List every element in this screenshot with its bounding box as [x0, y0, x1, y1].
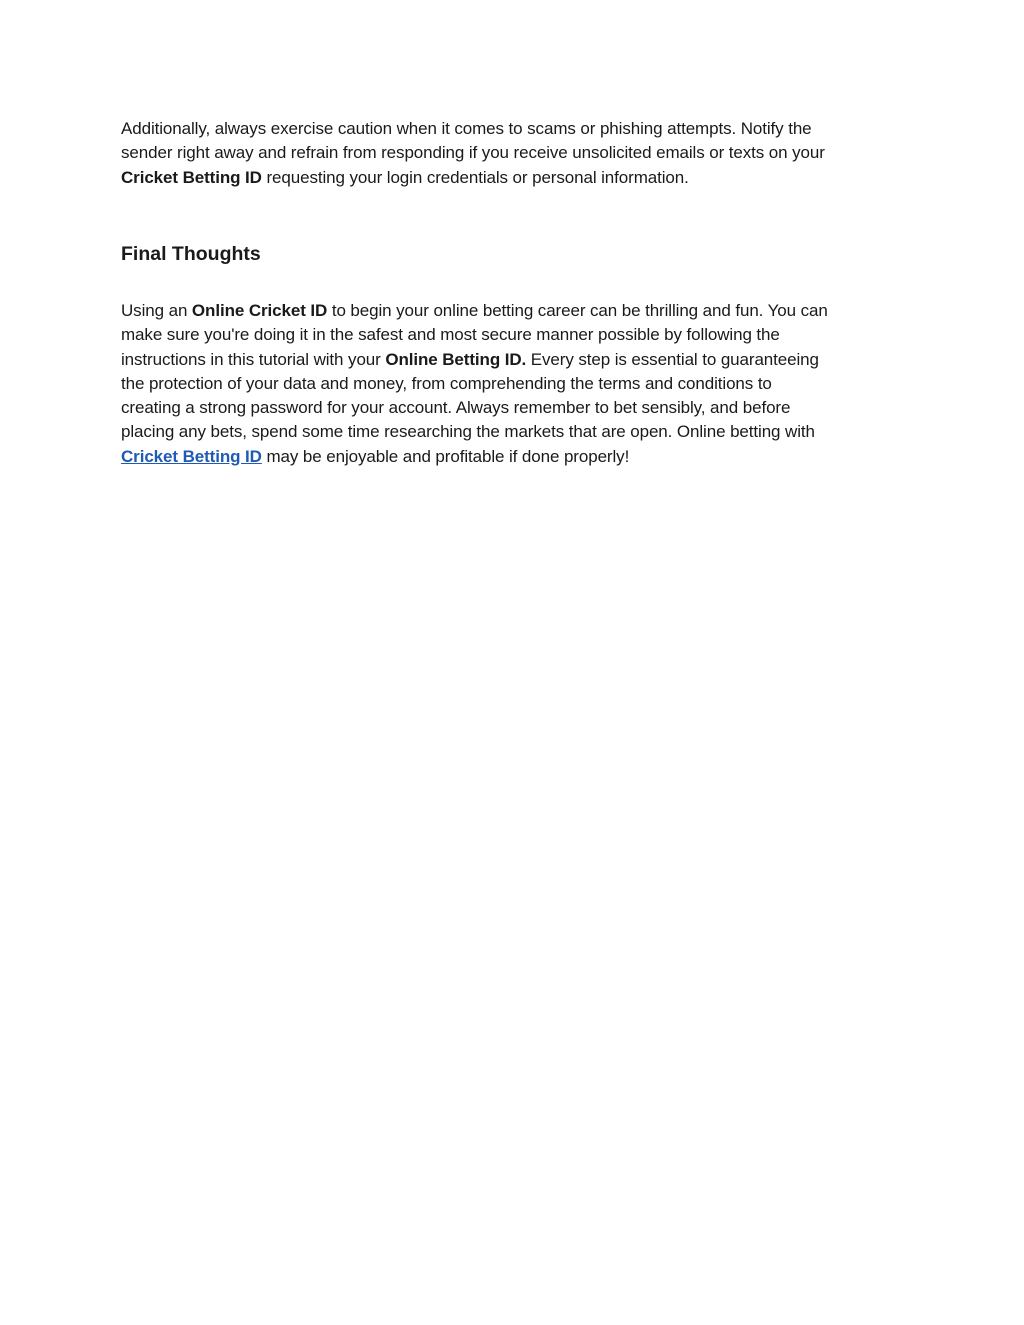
- paragraph-line: requesting your login credentials or personal information.: [261, 167, 689, 187]
- paragraph-line: make sure you're doing it in the safest and most secure manner possible by following the: [121, 325, 780, 345]
- section-heading: Final Thoughts: [121, 243, 261, 265]
- paragraph-line: the protection of your data and money, from comprehending the terms and conditions to: [121, 373, 772, 393]
- bold-term-online-betting-id: Online Betting ID.: [385, 349, 527, 369]
- paragraph-line: Every step is essential to guaranteeing: [526, 349, 819, 369]
- bold-term-online-cricket-id: Online Cricket ID: [191, 301, 328, 320]
- paragraph-line: Using an: [121, 301, 192, 320]
- paragraph-line: instructions in this tutorial with your: [121, 349, 386, 369]
- paragraph-line: may be enjoyable and profitable if done properly!: [261, 446, 630, 466]
- paragraph-line: creating a strong password for your account. Always remember to bet sensibly, and before: [121, 398, 791, 418]
- bold-term-cricket-betting-id: Cricket Betting ID: [121, 167, 262, 187]
- paragraph-line: placing any bets, spend some time researching the markets that are open. Online betting with: [121, 422, 815, 442]
- paragraph-line: Additionally, always exercise caution when it comes to scams or phishing attempts. Notify the: [121, 119, 812, 138]
- paragraph-line: to begin your online betting career can be thrilling and fun. You can: [327, 301, 828, 320]
- paragraph-line: sender right away and refrain from responding if you receive unsolicited emails or texts on your: [121, 143, 825, 163]
- cricket-betting-id-link[interactable]: Cricket Betting ID: [121, 446, 262, 466]
- caution-paragraph: [121, 117, 825, 190]
- final-thoughts-paragraph: [121, 299, 828, 469]
